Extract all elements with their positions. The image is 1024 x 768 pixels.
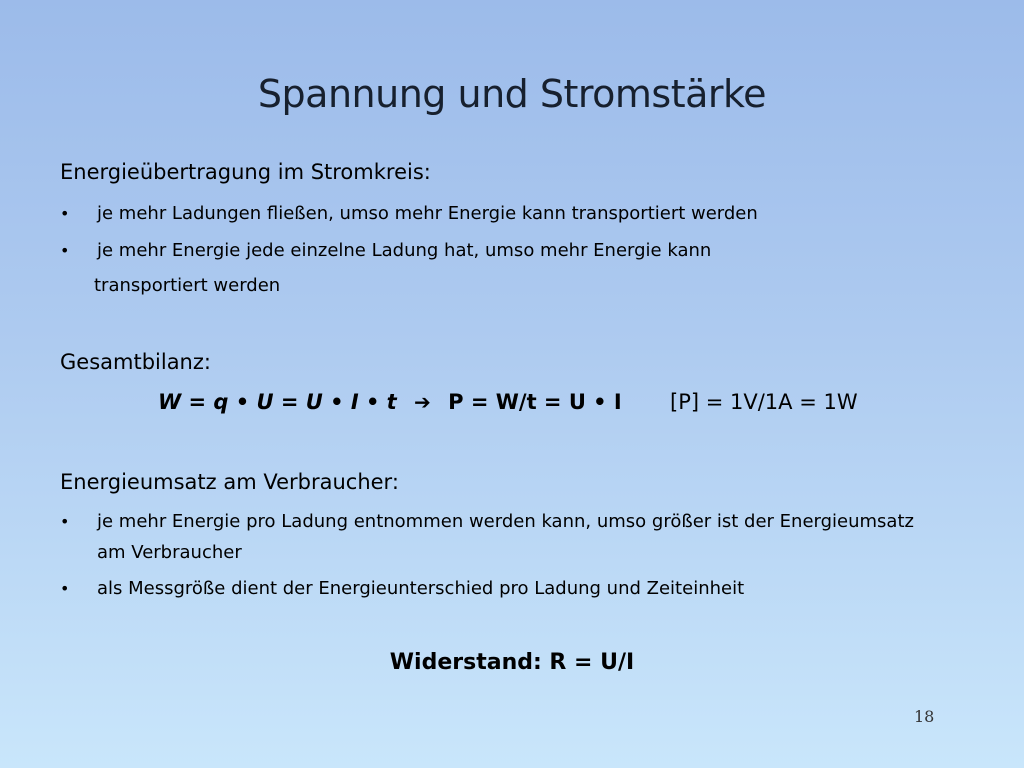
list-item	[60, 506, 920, 568]
page-number: 18	[914, 707, 935, 726]
arrow-right-icon: ➔	[414, 390, 431, 414]
list-item	[60, 573, 920, 604]
bullet-icon: •	[60, 512, 70, 531]
section-heading-energy-transfer: Energieübertragung im Stromkreis:	[60, 160, 431, 184]
list-item	[60, 198, 920, 229]
power-equation: P = W/t = U • I	[448, 390, 622, 414]
section-heading-energy-conversion: Energieumsatz am Verbraucher:	[60, 470, 399, 494]
bullet-continuation: transportiert werden	[94, 275, 281, 296]
power-formula	[158, 390, 622, 414]
bullet-text: je mehr Energie jede einzelne Ladung hat, umso mehr Energie kann	[97, 240, 712, 261]
bullet-text: je mehr Ladungen fließen, umso mehr Energie kann transportiert werden	[97, 203, 758, 224]
power-unit: [P] = 1V/1A = 1W	[670, 390, 858, 414]
bullet-icon: •	[60, 241, 70, 260]
list-item	[60, 235, 920, 266]
resistance-formula: Widerstand: R = U/I	[389, 650, 635, 675]
bullet-text: als Messgröße dient der Energieunterschied pro Ladung und Zeiteinheit	[97, 578, 745, 599]
work-formula: W = q • U = U • I • t	[158, 390, 397, 414]
bullet-icon: •	[60, 204, 70, 223]
section-heading-total-balance: Gesamtbilanz:	[60, 350, 211, 374]
bullet-icon: •	[60, 579, 70, 598]
bullet-text: je mehr Energie pro Ladung entnommen werden kann, umso größer ist der Energieumsatz am Verbraucher	[97, 511, 914, 563]
slide-title: Spannung und Stromstärke	[257, 72, 767, 116]
